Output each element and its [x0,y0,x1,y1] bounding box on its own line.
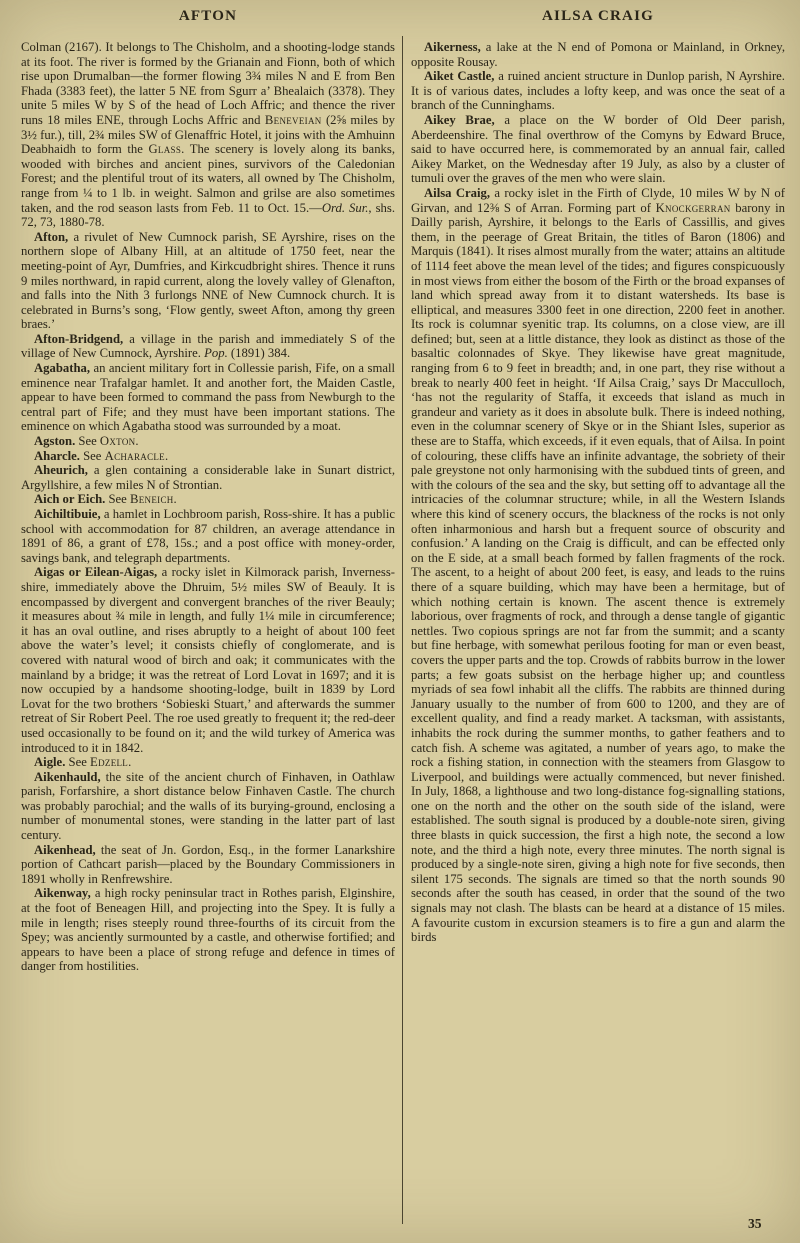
entry-lead: Agston. [34,434,76,449]
entry-afton: Afton, a rivulet of New Cumnock parish, SE Ayrshire, rises on the northern slope of Albany Hill, at an altitude of 1750 feet, near the meeting-point of Ayr, Dumfries, and Kirkcudbright shires. Thence it runs 9 miles northward, in rapid current, along the lovely valley of Glenafton, and falls into the Nith 3 furlongs NNE of New Cumnock church. It is celebrated in Burns’s song, ‘Flow gently, sweet Afton, among thy green braes.’ [21,229,395,332]
left-column [21,40,395,974]
page-number: 35 [748,1216,762,1231]
entry-aikey-brae: Aikey Brae, a place on the W border of Old Deer parish, Aberdeenshire. The final overthrow of the Comyns by Edward Bruce, said to have occurred here, is commemorated by an annual fair, called Aikey Market, on the Wednesday after 19 July, as also by a cluster of tumuli over the graves of the men who were slain. [411,112,785,186]
column-divider [402,36,403,1224]
entry-lead: Aikenway, [34,886,91,901]
entry-aharcle: Aharcle. See Acharacle. [34,448,169,463]
entry-aheurich: Aheurich, a glen containing a considerable lake in Sunart district, Argyllshire, a few miles N of Strontian. [21,463,395,492]
entry-lead: Aigas or Eilean-Aigas, [34,565,158,580]
entry-lead: Aiket Castle, [424,69,495,84]
entry-agston: Agston. See Oxton. [34,434,139,449]
entry-lead: Aich or Eich. [34,492,106,507]
running-head-left: AFTON [178,8,238,24]
entry-lead: Aharcle. [34,448,80,463]
entry-ailsa-craig: Ailsa Craig, a rocky islet in the Firth of Clyde, 10 miles W by N of Girvan, and 12⅜ S of Arran. Forming part of Knockgerran barony in Dailly parish, Ayrshire, it belongs to the Earls of Cassillis, and gives them, in the peerage of Great Britain, the titles of Baron (1806) and Marquis (1841). It rises almost murally from the water; attains an altitude of 1114 feet above the mean level of the tides; and figures conspicuously in most views from either the bosom of the Firth or the broad expanses of land which spread away from it to distant watersheds. Its base is elliptical, and measures 3300 feet in one direction, 2200 feet in another. Its rock is columnar syenitic trap. Its columns, on a close view, are ill defined; but, seen at a little distance, they look as distinct as those of the basaltic colonnades of Skye. They likewise have great magnitude, ranging from 6 to 9 feet in breadth; and, in one part, they rise without a break to nearly 400 feet in height. ‘If Ailsa Craig,’ says Dr Macculloch, ‘has not the regularity of Staffa, it exceeds that island as much in grandeur and variety as it does in absolute bulk. There is indeed nothing, even in the columnar scenery of Skye or in the Shiant Isles, superior as these are to Staffa, which exceeds, if it even equals, that of Ailsa. In point of colouring, these cliffs have an infinite advantage, the sobriety of their pale greystone not only harmonising with the subdued tints of green, and with the colours of the sea and the sky, but setting off to advantage all the intricacies of the columnar structure; while, in all the Western Islands where this kind of scenery occurs, the blackness of the rocks is not only often inharmonious and harsh but a frequent source of obscurity and confusion.’ A landing on the Craig is difficult, and can be effected only on the E side, at a small beach formed by fallen fragments of the rock. The ascent, to a height of about 200 feet, is easy, and leads to the ruins there of a square building, which may have been a hermitage, but of which nothing certain is known. The ascent thence is extremely laborious, over fragments of rock, and through a dense tangle of gigantic nettles. Two copious springs are not far from the summit; and a scanty but fine herbage, with somewhat perilous footing for man or even beast, covers the upper parts and the top. Crowds of rabbits burrow in the lower parts; a few goats subsist on the herbage higher up; and countless myriads of sea fowl inhabit all the cliffs. The rabbits are thinned during January usually to the number of from 600 to 1200, and they are of excellent quality, and find a ready market. A tacksman, with assistants, inhabits the rock during the summer months, to gather feathers and to catch fish. A scheme was agitated, a number of years ago, to make the rock a fishing station, in connection with the steamers from Glasgow to Liverpool, and buildings were actually commenced, but never finished. In July, 1868, a lighthouse and two long-distance fog-signalling stations, one on the north and the other on the south side of the island, were established. The south signal is produced by a double-note siren, giving three blasts in quick succession, the first a high note, the second a low note, and the third a high note, every three minutes. The north signal is produced by a single-note siren, giving a high note for five seconds, then silent 175 seconds. The signals are timed so that the north sounds 90 seconds after the south has ceased, in order that the sound of the two signals may not clash. The blasts can be heard at a distance of 15 miles. A favourite custom in excursion steamers is to fire a gun and alarm the birds [411,185,785,945]
entry-lead: Aikenhead, [34,842,96,857]
entry-affric-continuation: Colman (2167). It belongs to The Chisholm, and a shooting-lodge stands at its foot. The river is formed by the Grianain and Fionn, both of which rise upon Drumalban—the former flowing 3¾ miles N and E from Ben Fhada (3383 feet), the latter 5 NE from Sgurr a’ Bhealaich (3378). They unite 5 miles W by S of the head of Loch Affric; and thence the river runs 18 miles ENE, through Lochs Affric and Beneveian (2⅝ miles by 3½ fur.), till, 2¾ miles SW of Glenaffric Hotel, it joins with the Amhuinn Deabhaidh to form the Glass. The scenery is lovely along its banks, wooded with birches and ancient pines, survivors of the Caledonian Forest; and the plentiful trout of its waters, all owned by The Chisholm, range from ¼ to 1 lb. in weight. Salmon and grilse are also sometimes taken, and the rod season lasts from Feb. 11 to Oct. 15.—Ord. Sur., shs. 72, 73, 1880-78. [21,40,395,230]
entry-lead: Afton, [34,229,69,244]
running-head-right: AILSA CRAIG [542,8,654,24]
entry-lead: Ailsa Craig, [424,185,491,200]
entry-aikenhauld: Aikenhauld, the site of the ancient church of Finhaven, in Oathlaw parish, Forfarshire, a short distance below Finhaven Castle. The church was probably parochial; and the walls of its burying-ground, enclosing a number of monumental stones, were standing in the latter part of last century. [21,769,395,843]
entry-lead: Aichiltibuie, [34,507,101,521]
entry-aigas: Aigas or Eilean-Aigas, a rocky islet in Kilmorack parish, Inverness-shire, immediately above the Dhruim, 5½ miles SW of Beauly. It is encompassed by divergent and convergent branches of the river Beauly; it measures about ¾ mile in length, and fully 1¼ mile in circumference; it has an oval outline, and rises abruptly to a height of about 100 feet above the water’s level; it consists chiefly of conglomerate, and is covered with natural wood of birch and oak; it communicates with the mainland by a bridge; it was the retreat of Lord Lovat in 1697; and it is now occupied by a handsome shooting-lodge, built in 1839 by Lord Lovat for the two brothers ‘Sobieski Stuart,’ and afterwards the summer retreat of Sir Robert Peel. The roe used greatly to frequent it; the red-deer used occasionally to be found on it; and the wild turkey of America was introduced to it in 1842. [21,565,396,755]
entry-lead: Afton-Bridgend, [34,331,124,346]
entry-aikenhead: Aikenhead, the seat of Jn. Gordon, Esq., in the former Lanarkshire portion of Cathcart parish—placed by the Boundary Commissioners in 1891 wholly in Renfrewshire. [21,842,395,886]
entry-lead: Aheurich, [34,463,88,478]
entry-lead: Aikenhauld, [34,769,101,784]
right-column [411,40,785,945]
entry-aich-or-eich: Aich or Eich. See Beneich. [34,492,177,507]
entry-lead: Aikerness, [424,40,481,54]
entry-lead: Aikey Brae, [424,112,495,127]
entry-aichiltibuie: Aichiltibuie, a hamlet in Lochbroom parish, Ross-shire. It has a public school with accommodation for 87 children, an average attendance in 1891 of 86, a grant of £78, 15s.; and a post office with money-order, savings bank, and telegraph departments. [21,507,395,565]
entry-lead: Agabatha, [34,361,91,376]
entry-afton-bridgend: Afton-Bridgend, a village in the parish and immediately S of the village of New Cumnock, Ayrshire. Pop. (1891) 384. [21,331,395,361]
entry-aigle: Aigle. See Edzell. [34,755,132,770]
entry-aikerness: Aikerness, a lake at the N end of Pomona or Mainland, in Orkney, opposite Rousay. [411,40,785,69]
entry-agabatha: Agabatha, an ancient military fort in Collessie parish, Fife, on a small eminence near Trafalgar hamlet. It and another fort, the Maiden Castle, appear to have been formed to command the pass from Newburgh to the central part of Fife; and they must have been important stations. The eminence on which Agabatha stood was surrounded by a moat. [21,361,395,434]
entry-lead: Aigle. [34,755,66,770]
entry-aikenway: Aikenway, a high rocky peninsular tract in Rothes parish, Elginshire, at the foot of Beneagen Hill, and projecting into the Spey. It is fully a mile in length; rises steeply round three-fourths of its circuit from the Spey; was anciently surmounted by a castle, and otherwise fortified; and appears to have been a place of strong refuge and defence in times of danger from hostilities. [21,886,395,974]
entry-aiket-castle: Aiket Castle, a ruined ancient structure in Dunlop parish, N Ayrshire. It is of various dates, includes a lofty keep, and was once the seat of a branch of the Cunninghams. [411,69,785,113]
